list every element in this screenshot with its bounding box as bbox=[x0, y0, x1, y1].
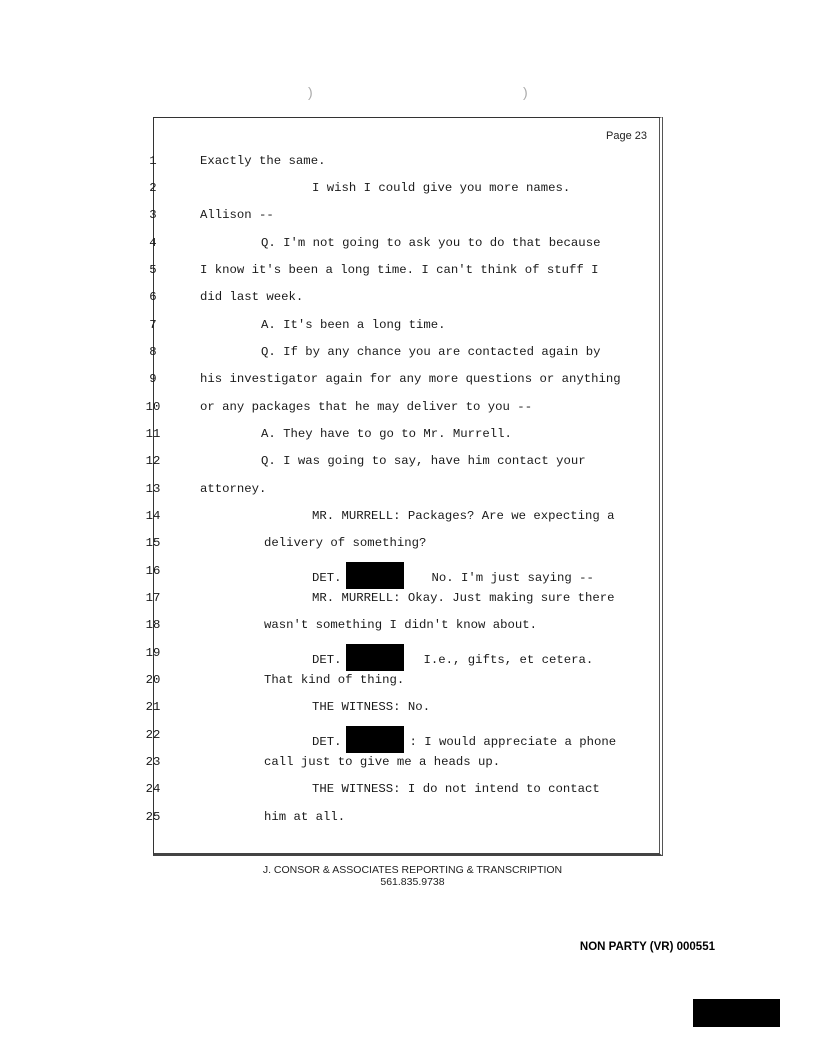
line-text: MR. MURRELL: Packages? Are we expecting a bbox=[312, 509, 615, 523]
line-number: 5 bbox=[149, 263, 157, 277]
line-text: No. I'm just saying -- bbox=[431, 571, 594, 585]
line-text: attorney. bbox=[200, 482, 267, 496]
line-number: 18 bbox=[145, 618, 161, 632]
line-number: 12 bbox=[145, 454, 161, 468]
line-text: DET. bbox=[312, 653, 342, 667]
footer-company: J. CONSOR & ASSOCIATES REPORTING & TRANSCRIPTION bbox=[262, 864, 563, 876]
line-text: call just to give me a heads up. bbox=[264, 755, 501, 769]
line-number: 13 bbox=[145, 482, 161, 496]
line-number: 4 bbox=[149, 236, 157, 250]
line-text: A. It's been a long time. bbox=[261, 318, 446, 332]
line-number: 1 bbox=[149, 154, 157, 168]
page-number: Page 23 bbox=[606, 130, 647, 142]
line-number: 23 bbox=[145, 755, 161, 769]
redaction-box bbox=[693, 999, 780, 1027]
line-number: 7 bbox=[149, 318, 157, 332]
line-text: Q. I was going to say, have him contact your bbox=[261, 454, 586, 468]
line-text: THE WITNESS: I do not intend to contact bbox=[312, 782, 600, 796]
line-number: 8 bbox=[149, 345, 157, 359]
line-text: That kind of thing. bbox=[264, 673, 405, 687]
line-text: I know it's been a long time. I can't think of stuff I bbox=[200, 263, 599, 277]
redaction-box bbox=[346, 726, 404, 753]
line-number: 15 bbox=[145, 536, 161, 550]
line-number: 14 bbox=[145, 509, 161, 523]
line-number: 3 bbox=[149, 208, 157, 222]
line-number: 2 bbox=[149, 181, 157, 195]
line-number: 24 bbox=[145, 782, 161, 796]
line-text: Q. If by any chance you are contacted again by bbox=[261, 345, 601, 359]
line-number: 16 bbox=[145, 564, 161, 578]
line-number: 20 bbox=[145, 673, 161, 687]
scan-mark: ) bbox=[523, 84, 528, 100]
line-number: 11 bbox=[145, 427, 161, 441]
line-text: his investigator again for any more questions or anything bbox=[200, 372, 621, 386]
scan-mark: ) bbox=[308, 84, 313, 100]
line-text: DET. bbox=[312, 735, 342, 749]
line-text: wasn't something I didn't know about. bbox=[264, 618, 538, 632]
line-text: or any packages that he may deliver to you -- bbox=[200, 400, 533, 414]
bates-number: NON PARTY (VR) 000551 bbox=[579, 941, 715, 953]
line-number: 21 bbox=[145, 700, 161, 714]
line-number: 22 bbox=[145, 728, 161, 742]
line-number: 25 bbox=[145, 810, 161, 824]
line-number: 17 bbox=[145, 591, 161, 605]
footer-phone: 561.835.9738 bbox=[380, 876, 445, 888]
line-text: Exactly the same. bbox=[200, 154, 326, 168]
line-number: 19 bbox=[145, 646, 161, 660]
line-number: 9 bbox=[149, 372, 157, 386]
line-text: delivery of something? bbox=[264, 536, 427, 550]
redaction-box bbox=[346, 562, 404, 589]
redaction-box bbox=[346, 644, 404, 671]
line-text: I.e., gifts, et cetera. bbox=[423, 653, 594, 667]
line-text: A. They have to go to Mr. Murrell. bbox=[261, 427, 512, 441]
line-text: THE WITNESS: No. bbox=[312, 700, 431, 714]
line-text: Allison -- bbox=[200, 208, 274, 222]
line-text: Q. I'm not going to ask you to do that because bbox=[261, 236, 601, 250]
line-text: DET. bbox=[312, 571, 342, 585]
line-text: MR. MURRELL: Okay. Just making sure there bbox=[312, 591, 615, 605]
line-text: him at all. bbox=[264, 810, 346, 824]
line-number: 10 bbox=[145, 400, 161, 414]
line-text: did last week. bbox=[200, 290, 304, 304]
line-text: I wish I could give you more names. bbox=[312, 181, 571, 195]
line-text: : I would appreciate a phone bbox=[409, 735, 617, 749]
transcript-page bbox=[145, 117, 663, 856]
line-number: 6 bbox=[149, 290, 157, 304]
